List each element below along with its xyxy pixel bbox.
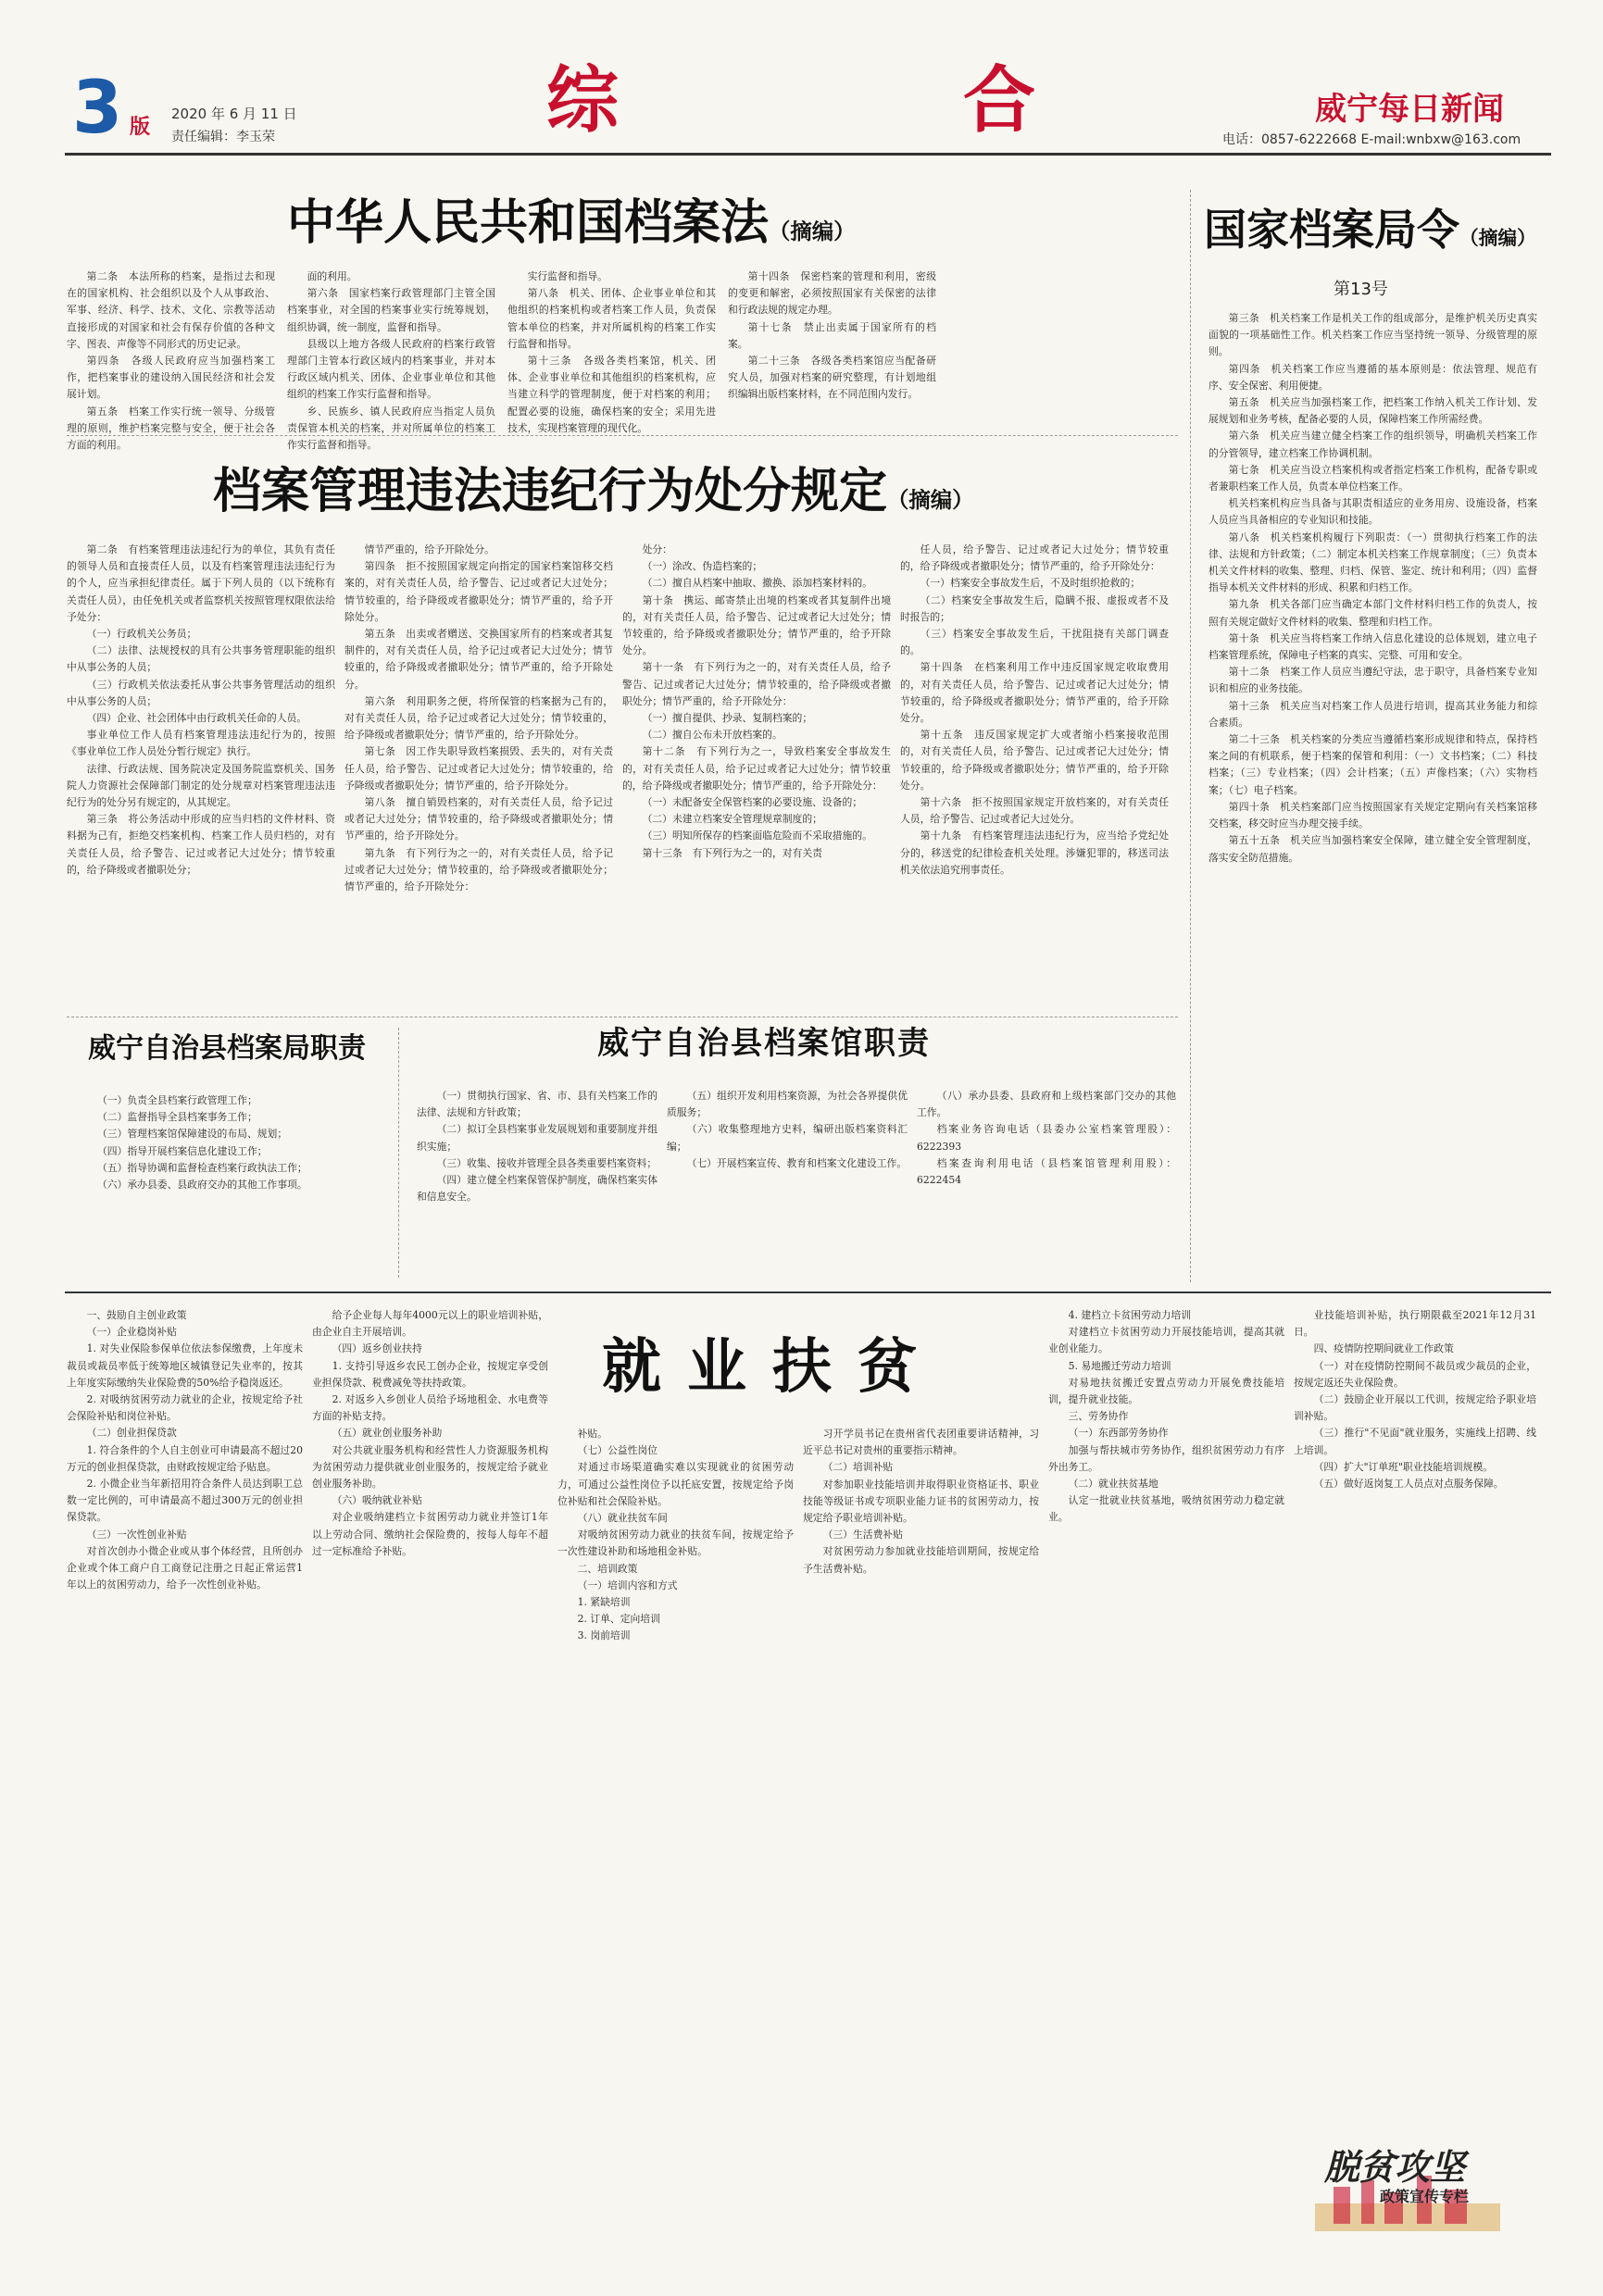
employment-column-6: 业技能培训补贴，执行期限截至2021年12月31日。 四、疫情防控期间就业工作政策 （一）对在疫情防控期间不裁员或少裁员的企业，按规定返还失业保险费。 （二）鼓励企业开展以工代训，按规定给予职业培训补贴。 （三）推行"不见面"就业服务，实施线上招聘、线上培训。 （四）扩大"订单班"职业技能培训规模。 （五）做好返岗复工人员点对点服务保障。 xyxy=(1294,1309,1536,1491)
archive-museum-column-2: （五）组织开发利用档案资源，为社会各界提供优质服务； （六）收集整理地方史料，编研出版档案资料汇编； （七）开展档案宣传、教育和档案文化建设工作。 xyxy=(667,1090,908,1169)
violation-rules-column-1: 第二条 有档案管理违法违纪行为的单位，其负有责任的领导人员和直接责任人员，以及有档案管理违法违纪行为的个人，应当承担纪律责任。属于下列人员的（以下统称有关责任人员），由任免机关或者监察机关按照管理权限依法给予处分： （一）行政机关公务员； （二）法律、法规授权的具有公共事务管理职能的组织中从事公务的人员； （三）行政机关依法委托从事公共事务管理活动的组织中从事公务的人员； （四）企业、社会团体中由行政机关任命的人员。 事业单位工作人员有档案管理违法违纪行为的，按照《事业单位工作人员处分暂行规定》执行。 法律、行政法规、国务院决定及国务院监察机关、国务院人力资源社会保障部门制定的处分规章对档案管理违法违纪行为的处分另有规定的，从其规定。 第三条 将公务活动中形成的应当归档的文件材料、资料据为己有，拒绝交档案机构、档案工作人员归档的，对有关责任人员，给予警告、记过或者记大过处分；情节较重的，给予降级或者撤职处分； xyxy=(67,543,335,876)
employment-column-2: 给予企业每人每年4000元以上的职业培训补贴，由企业自主开展培训。 （四）返乡创业扶持 1. 支持引导返乡农民工创办企业，按规定享受创业担保贷款、税费减免等扶持政策。 2. 对返乡入乡创业人员给予场地租金、水电费等方面的补贴支持。 （五）就业创业服务补助 对公共就业服务机构和经营性人力资源服务机构为贫困劳动力提供就业创业服务的，按规定给予就业创业服务补助。 （六）吸纳就业补贴 对企业吸纳建档立卡贫困劳动力就业并签订1年以上劳动合同、缴纳社会保险费的，按每人每年不超过一定标准给予补贴。 xyxy=(312,1309,548,1557)
newspaper-name: 威宁每日新闻 xyxy=(1315,91,1504,128)
archive-law-column-2: 面的利用。 第六条 国家档案行政管理部门主管全国档案事业，对全国的档案事业实行统筹规划，组织协调，统一制度，监督和指导。 县级以上地方各级人民政府的档案行政管理部门主管本行政区域内的档案事业，并对本行政区域内机关、团体、企业事业单位和其他组织的档案工作实行监督和指导。 乡、民族乡、镇人民政府应当指定人员负责保管本机关的档案，并对所属单位的档案工作实行监督和指导。 xyxy=(287,270,495,452)
section-title-left: 综 xyxy=(546,59,620,143)
logo-subtitle: 政策宣传专栏 xyxy=(1380,2188,1470,2205)
archive-bureau-title: 威宁自治县档案局职责 xyxy=(88,1032,366,1065)
contact-line: 电话：0857-6222668 E-mail:wnbxw@163.com xyxy=(1222,132,1522,147)
employment-column-3: 补贴。 （七）公益性岗位 对通过市场渠道确实难以实现就业的贫困劳动力，可通过公益性岗位予以托底安置，按规定给予岗位补贴和社会保险补贴。 （八）就业扶贫车间 对吸纳贫困劳动力就业的扶贫车间，按规定给予一次性建设补助和场地租金补贴。 二、培训政策 （一）培训内容和方式 1. 紧缺培训 2. 订单、定向培训 3. 岗前培训 xyxy=(557,1428,794,1642)
violation-rules-column-4: 任人员，给予警告、记过或者记大过处分；情节较重的，给予降级或者撤职处分；情节严重的，给予开除处分： （一）档案安全事故发生后，不及时组织抢救的； （二）档案安全事故发生后，隐瞒不报、虚报或者不及时报告的； （三）档案安全事故发生后，干扰阻挠有关部门调查的。 第十四条 在档案利用工作中违反国家规定收取费用的，对有关责任人员，给予警告、记过或者记大过处分；情节较重的，给予降级或者撤职处分；情节严重的，给予开除处分。 第十五条 违反国家规定扩大或者缩小档案接收范围的，对有关责任人员，给予警告、记过或者记大过处分；情节较重的，给予降级或者撤职处分；情节严重的，给予开除处分。 第十六条 拒不按照国家规定开放档案的，对有关责任人员，给予警告、记过或者记大过处分。 第十九条 有档案管理违法违纪行为，应当给予党纪处分的，移送党的纪律检查机关处理。涉嫌犯罪的，移送司法机关依法追究刑事责任。 xyxy=(900,543,1169,876)
archive-museum-column-3: （八）承办县委、县政府和上级档案部门交办的其他工作。 档案业务咨询电话（县委办公室档案管理股）：6222393 档案查询利用电话（县档案馆管理利用股）：6222454 xyxy=(917,1090,1176,1187)
logo-word: 脱贫攻坚 xyxy=(1324,2146,1466,2188)
archive-law-column-1: 第二条 本法所称的档案，是指过去和现在的国家机构、社会组织以及个人从事政治、军事、经济、科学、技术、文化、宗教等活动直接形成的对国家和社会有保存价值的各种文字、图表、声像等不同形式的历史记录。 第四条 各级人民政府应当加强档案工作，把档案事业的建设纳入国民经济和社会发展计划。 第五条 档案工作实行统一领导、分级管理的原则，维护档案完整与安全，便于社会各方面的利用。 xyxy=(67,270,275,452)
archive-law-column-3: 实行监督和指导。 第八条 机关、团体、企业事业单位和其他组织的档案机构或者档案工作人员，负责保管本单位的档案，并对所属机构的档案工作实行监督和指导。 第十三条 各级各类档案馆，机关、团体、企业事业单位和其他组织的档案机构，应当建立科学的管理制度，便于对档案的利用；配置必要的设施，确保档案的安全；采用先进技术，实现档案管理的现代化。 xyxy=(507,270,716,434)
section-title-right: 合 xyxy=(963,59,1036,143)
page-label: 版 xyxy=(130,116,151,139)
archive-law-title: 中华人民共和国档案法（摘编） xyxy=(287,195,856,251)
column-divider xyxy=(398,1028,399,1278)
employment-column-4: 习开学员书记在贵州省代表团重要讲话精神，习近平总书记对贵州的重要指示精神。 （二）培训补贴 对参加职业技能培训并取得职业资格证书、职业技能等级证书或专项职业能力证书的贫困劳动力，按规定给予职业培训补贴。 （三）生活费补贴 对贫困劳动力参加就业技能培训期间，按规定给予生活费补贴。 xyxy=(803,1428,1039,1575)
bureau-order-number: 第13号 xyxy=(1334,280,1388,299)
archive-museum-column-1: （一）贯彻执行国家、省、市、县有关档案工作的法律、法规和方针政策； （二）拟订全县档案事业发展规划和重要制度并组织实施； （三）收集、接收并管理全县各类重要档案资料； （四）建立健全档案保管保护制度，确保档案实体和信息安全。 xyxy=(417,1090,657,1204)
bureau-order-title: 国家档案局令（摘编） xyxy=(1204,205,1536,255)
archive-law-column-4: 第十四条 保密档案的管理和利用，密级的变更和解密，必须按照国家有关保密的法律和行政法规的规定办理。 第十七条 禁止出卖属于国家所有的档案。 第二十三条 各级各类档案馆应当配备研究人员，加强对档案的研究整理，有计划地组织编辑出版档案材料，在不同范围内发行。 xyxy=(728,270,936,401)
divider xyxy=(67,435,1178,436)
column-divider xyxy=(1190,190,1191,1282)
employment-column-5: 4. 建档立卡贫困劳动力培训 对建档立卡贫困劳动力开展技能培训，提高其就业创业能力。 5. 易地搬迁劳动力培训 对易地扶贫搬迁安置点劳动力开展免费技能培训，提升就业技能。 三、劳务协作 （一）东西部劳务协作 加强与帮扶城市劳务协作，组织贫困劳动力有序外出务工。 （二）就业扶贫基地 认定一批就业扶贫基地，吸纳贫困劳动力稳定就业。 xyxy=(1048,1309,1284,1524)
violation-rules-title: 档案管理违法违纪行为处分规定（摘编） xyxy=(213,464,974,519)
section-rule xyxy=(65,1292,1551,1293)
editor-credit: 责任编辑：李玉荣 xyxy=(171,130,275,144)
archive-museum-title: 威宁自治县档案馆职责 xyxy=(597,1025,931,1062)
employment-column-1: 一、鼓励自主创业政策 （一）企业稳岗补贴 1. 对失业保险参保单位依法参保缴费，上年度未裁员或裁员率低于统筹地区城镇登记失业率的，按其上年度实际缴纳失业保险费的50%给予稳岗返还。 2. 对吸纳贫困劳动力就业的企业，按规定给予社会保险补贴和岗位补贴。 （二）创业担保贷款 1. 符合条件的个人自主创业可申请最高不超过20万元的创业担保贷款，由财政按规定给予贴息。 2. 小微企业当年新招用符合条件人员达到职工总数一定比例的，可申请最高不超过300万元的创业担保贷款。 （三）一次性创业补贴 对首次创办小微企业或从事个体经营，且所创办企业或个体工商户自工商登记注册之日起正常运营1年以上的贫困劳动力，给予一次性创业补贴。 xyxy=(67,1309,303,1591)
poverty-campaign-logo xyxy=(1287,2139,1519,2250)
archive-bureau-duties: （一）负责全县档案行政管理工作； （二）监督指导全县档案事务工作； （三）管理档案馆保障建设的布局、规划； （四）指导开展档案信息化建设工作； （五）指导协调和监督检查档案行政执法工作； （六）承办县委、县政府交办的其他工作事项。 xyxy=(97,1094,307,1192)
header-rule xyxy=(65,153,1551,156)
bureau-order-text: 第三条 机关档案工作是机关工作的组成部分，是维护机关历史真实面貌的一项基础性工作。机关档案工作应当坚持统一领导、分级管理的原则。 第四条 机关档案工作应当遵循的基本原则是：依法管理、规范有序、安全保密、利用便捷。 第五条 机关应当加强档案工作，把档案工作纳入机关工作计划、发展规划和业务考核，配备必要的人员，保障档案工作所需经费。 第六条 机关应当建立健全档案工作的组织领导，明确机关档案工作的分管领导，建立档案工作协调机制。 第七条 机关应当设立档案机构或者指定档案工作机构，配备专职或者兼职档案工作人员，负责本单位档案工作。 机关档案机构应当具备与其职责相适应的业务用房、设施设备，档案人员应当具备相应的专业知识和技能。 第八条 机关档案机构履行下列职责：（一）贯彻执行档案工作的法律、法规和方针政策；（二）制定本机关档案工作规章制度；（三）负责本机关文件材料的收集、整理、归档、保管、鉴定、统计和利用；（四）监督指导本机关文件材料的形成、积累和归档工作。 第九条 机关各部门应当确定本部门文件材料归档工作的负责人，按照有关规定做好文件材料的收集、整理和归档工作。 第十条 机关应当将档案工作纳入信息化建设的总体规划，建立电子档案管理系统，保障电子档案的真实、完整、可用和安全。 第十二条 档案工作人员应当遵纪守法，忠于职守，具备档案专业知识和相应的业务技能。 第十三条 机关应当对档案工作人员进行培训，提高其业务能力和综合素质。 第二十三条 机关档案的分类应当遵循档案形成规律和特点，保持档案之间的有机联系，便于档案的保管和利用：（一）文书档案；（二）科技档案；（三）专业档案；（四）会计档案；（五）声像档案；（六）实物档案；（七）电子档案。 第四十条 机关档案部门应当按照国家有关规定定期向有关档案馆移交档案，移交时应当办理交接手续。 第五十五条 机关应当加强档案安全保障，建立健全安全管理制度，落实安全防范措施。 xyxy=(1209,312,1537,864)
page-number: 3 xyxy=(72,67,123,150)
violation-rules-column-3: 处分： （一）涂改、伪造档案的； （二）擅自从档案中抽取、撤换、添加档案材料的。 第十条 携运、邮寄禁止出境的档案或者其复制件出境的，对有关责任人员，给予警告、记过或者记大过处分；情节较重的，给予降级或者撤职处分；情节严重的，给予开除处分。 第十一条 有下列行为之一的，对有关责任人员，给予警告、记过或者记大过处分；情节较重的，给予降级或者撤职处分；情节严重的，给予开除处分： （一）擅自提供、抄录、复制档案的； （二）擅自公布未开放档案的。 第十二条 有下列行为之一，导致档案安全事故发生的，对有关责任人员，给予记过或者记大过处分；情节较重的，给予降级或者撤职处分；情节严重的，给予开除处分： （一）未配备安全保管档案的必要设施、设备的； （二）未建立档案安全管理规章制度的； （三）明知所保存的档案面临危险而不采取措施的。 第十三条 有下列行为之一的，对有关责 xyxy=(622,543,891,859)
violation-rules-column-2: 情节严重的，给予开除处分。 第四条 拒不按照国家规定向指定的国家档案馆移交档案的，对有关责任人员，给予警告、记过或者记大过处分；情节较重的，给予降级或者撤职处分；情节严重的，给予开除处分。 第五条 出卖或者赠送、交换国家所有的档案或者其复制件的，对有关责任人员，给予记过或者记大过处分；情节较重的，给予降级或者撤职处分；情节严重的，给予开除处分。 第六条 利用职务之便，将所保管的档案据为己有的，对有关责任人员，给予记过或者记大过处分；情节较重的，给予降级或者撤职处分；情节严重的，给予开除处分。 第七条 因工作失职导致档案损毁、丢失的，对有关责任人员，给予警告、记过或者记大过处分；情节较重的，给予降级或者撤职处分；情节严重的，给予开除处分。 第八条 擅自销毁档案的，对有关责任人员，给予记过或者记大过处分；情节较重的，给予降级或者撤职处分；情节严重的，给予开除处分。 第九条 有下列行为之一的，对有关责任人员，给予记过或者记大过处分；情节较重的，给予降级或者撤职处分；情节严重的，给予开除处分： xyxy=(344,543,613,893)
issue-date: 2020 年 6 月 11 日 xyxy=(171,106,297,122)
employment-title: 就业扶贫 xyxy=(602,1333,943,1402)
